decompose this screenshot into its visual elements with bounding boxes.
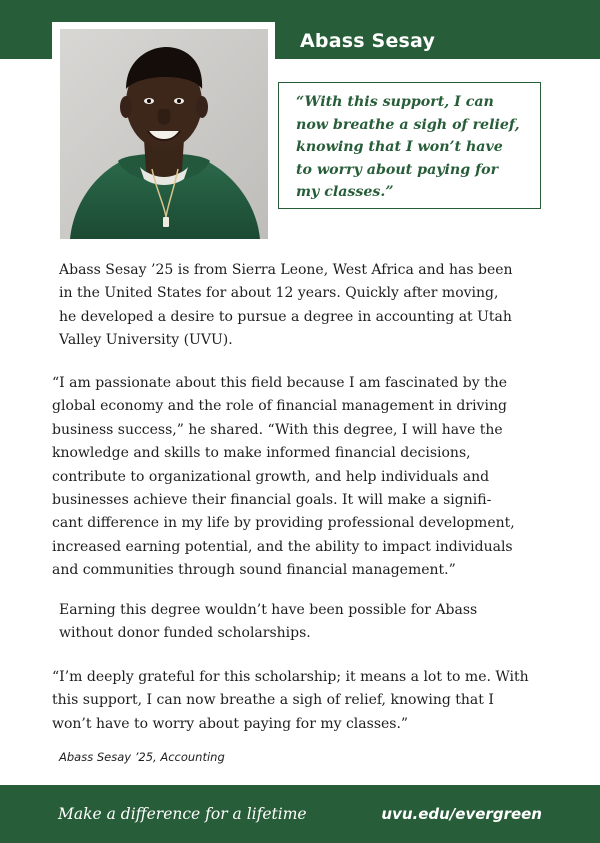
footer-url-link[interactable]: uvu.edu/evergreen [381,805,542,823]
portrait-illustration [60,29,268,239]
portrait-frame [52,22,275,246]
student-name: Abass Sesay [300,30,436,52]
story-paragraph-quote: “I am passionate about this field because I am fascinated by the global economy and the role of financial management in driving business success,” he shared. “With this degree, I will have the knowledge and skills to make informed financial decisions, contribute to organizational growth, and help individuals and businesses achieve their financial goals. It will make a signifi- cant difference in my life by providing professional development, increased earning potential, and the ability to impact individuals and communities through sound financial management.” [52,375,515,579]
pull-quote: “With this support, I can now breathe a sigh of relief, knowing that I won’t have to worry about paying for my classes.” [296,94,520,201]
footer-tagline: Make a difference for a lifetime [58,805,307,823]
story-paragraph-scholarship: Earning this degree wouldn’t have been possible for Abass without donor funded scholarships. [59,602,478,642]
story-paragraph-intro: Abass Sesay ’25 is from Sierra Leone, West Africa and has been in the United States for about 12 years. Quickly after moving, he developed a desire to pursue a degree in accounting at Utah Valley University (UVU). [59,262,513,349]
quote-attribution: Abass Sesay ’25, Accounting [59,750,225,764]
story-paragraph-gratitude: “I’m deeply grateful for this scholarship; it means a lot to me. With this support, I can now breathe a sigh of relief, knowing that I won’t have to worry about paying for my classes.” [52,669,529,732]
portrait-photo [60,29,268,239]
